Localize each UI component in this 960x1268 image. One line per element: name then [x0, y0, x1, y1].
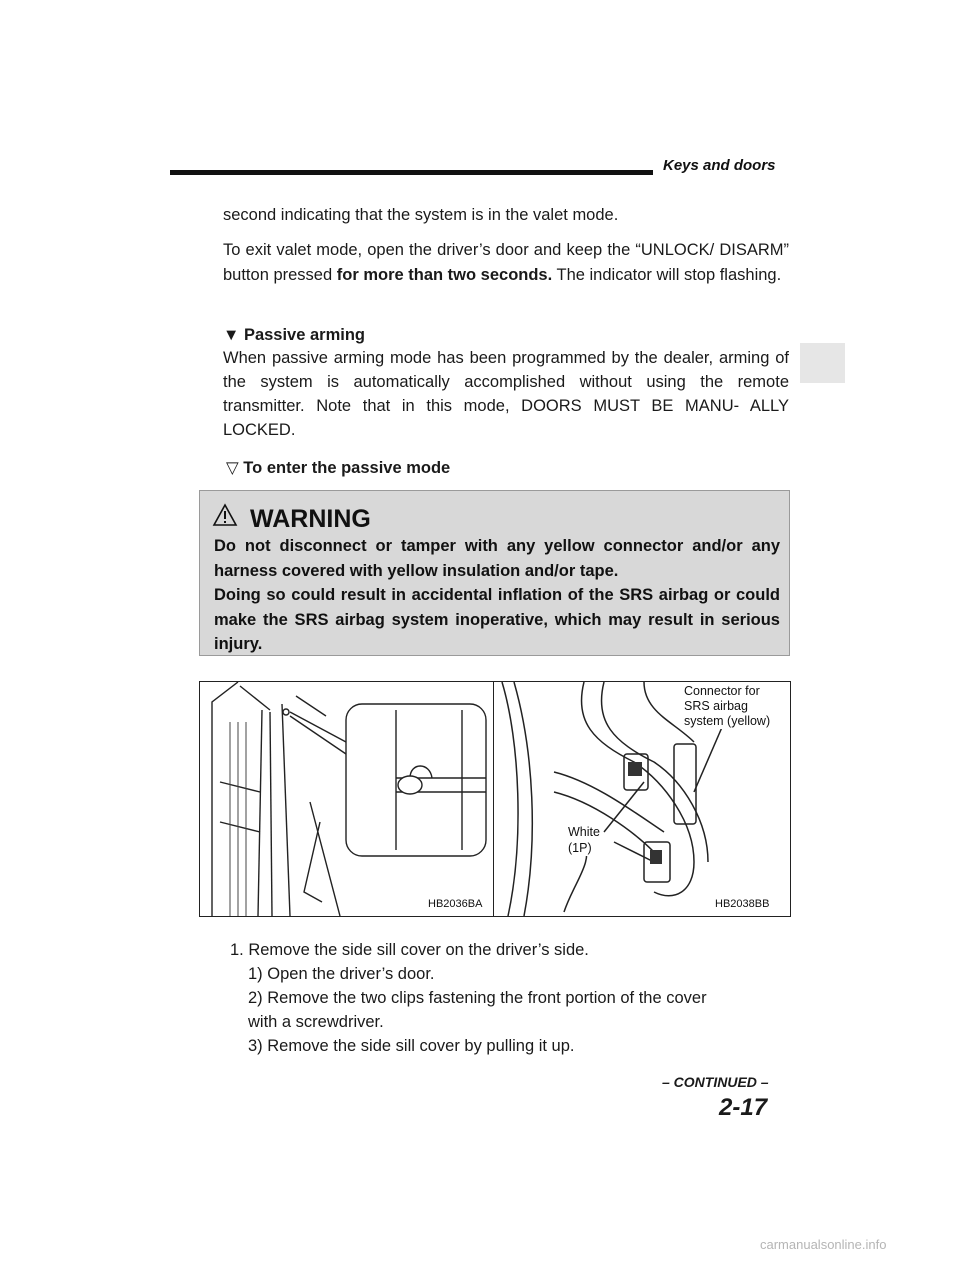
side-sill-illustration: [200, 682, 492, 916]
step-1-2-continued: with a screwdriver.: [248, 1013, 384, 1031]
figure-code-left: HB2036BA: [428, 898, 483, 910]
watermark: carmanualsonline.info: [760, 1237, 887, 1252]
warning-triangle-icon: [212, 503, 238, 527]
step-1-3: 3) Remove the side sill cover by pulling it up.: [248, 1037, 575, 1055]
paragraph-passive-arming: When passive arming mode has been programmed by the dealer, arming of the system is automatically accomplished without using the remote transmitter. Note that in this mode, DOORS MUST BE MANU- ALLY LOCKED.: [223, 349, 789, 439]
step-1-2: 2) Remove the two clips fastening the front portion of the cover: [248, 989, 707, 1007]
warning-text: Do not disconnect or tamper with any yellow connector and/or any harness covered with yellow insulation and/or tape. Doing so could result in accidental inflation of the SRS airbag or could make the SRS airbag system inoperative, which may result in serious injury.: [214, 537, 780, 653]
paragraph-exit-valet: To exit valet mode, open the driver’s door and keep the “UNLOCK/ DISARM” button pressed for more than two seconds. The indicator will stop flashing.: [223, 241, 789, 284]
chapter-tab: [800, 343, 845, 383]
step-1: 1. Remove the side sill cover on the driver’s side.: [230, 941, 589, 959]
step-1-1: 1) Open the driver’s door.: [248, 965, 435, 983]
figure-code-right: HB2038BB: [715, 898, 770, 910]
header-rule: [170, 170, 653, 175]
outline-down-triangle-icon: ▽: [226, 459, 239, 477]
section-title: Keys and doors: [663, 157, 776, 174]
figure-panel: [199, 681, 791, 917]
heading-enter-passive-mode: ▽ To enter the passive mode: [226, 459, 451, 477]
warning-box: [199, 490, 790, 656]
paragraph-valet-indicator: second indicating that the system is in the valet mode.: [223, 206, 619, 224]
filled-down-triangle-icon: ▼: [223, 326, 240, 344]
heading-passive-arming: ▼ Passive arming: [223, 326, 366, 344]
connector-label: Connector for SRS airbag system (yellow): [684, 684, 771, 728]
white-connector-label: White (1P): [568, 825, 600, 855]
continued-marker: – CONTINUED –: [662, 1074, 769, 1090]
warning-title: WARNING: [250, 505, 371, 533]
page-number: 2-17: [719, 1094, 768, 1121]
